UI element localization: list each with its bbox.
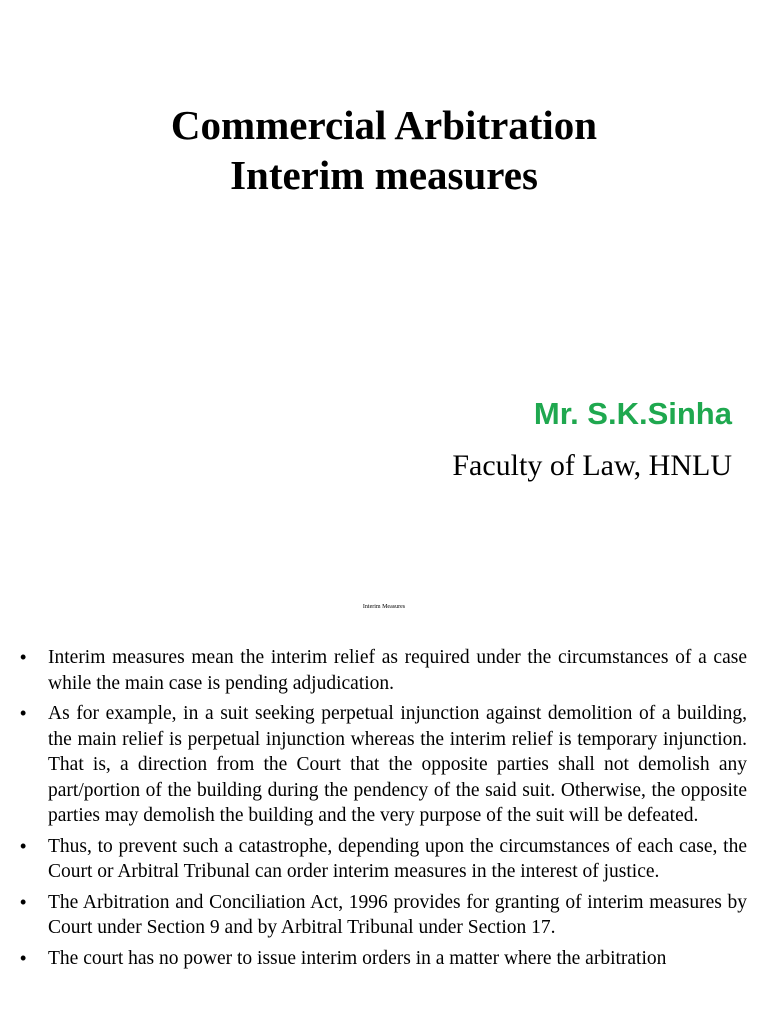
bullet-text: As for example, in a suit seeking perpetual injunction against demolition of a building, the main relief is perpetual injunction whereas the interim relief is temporary injunction. That is, a direction from the Court that the opposite parties shall not demolish any part/portion of the building during the pendency of the said suit. Otherwise, the opposite parties may demolish the building and the very purpose of the suit will be defeated. bbox=[48, 703, 747, 826]
title-line-2: Interim measures bbox=[230, 152, 538, 198]
bullet-item bbox=[20, 834, 747, 885]
bullet-item bbox=[20, 890, 747, 941]
slide-footer: Interim Measures bbox=[362, 604, 406, 610]
bullet-text: Thus, to prevent such a catastrophe, depending upon the circumstances of each case, the Court or Arbitral Tribunal can order interim measures in the interest of justice. bbox=[48, 835, 747, 882]
bullet-text: Interim measures mean the interim relief as required under the circumstances of a case while the main case is pending adjudication. bbox=[48, 647, 747, 694]
bullet-dot-icon: • bbox=[20, 947, 27, 968]
author-name: Mr. S.K.Sinha bbox=[533, 396, 732, 431]
title-line-1: Commercial Arbitration bbox=[170, 102, 598, 148]
bullet-item bbox=[20, 701, 747, 829]
bullet-item bbox=[20, 946, 747, 972]
bullet-dot-icon: • bbox=[20, 703, 27, 723]
bullet-text: The Arbitration and Conciliation Act, 1996 provides for granting of interim measures by Court under Section 9 and by Arbitral Tribunal under Section 17. bbox=[48, 891, 747, 938]
slide-title bbox=[0, 100, 768, 200]
bullet-list bbox=[20, 645, 747, 976]
bullet-dot-icon: • bbox=[20, 835, 27, 856]
bullet-item bbox=[20, 645, 747, 696]
author-affiliation: Faculty of Law, HNLU bbox=[452, 449, 732, 482]
bullet-dot-icon: • bbox=[20, 647, 27, 667]
bullet-text: The court has no power to issue interim orders in a matter where the arbitration bbox=[48, 947, 667, 969]
bullet-dot-icon: • bbox=[20, 891, 27, 912]
